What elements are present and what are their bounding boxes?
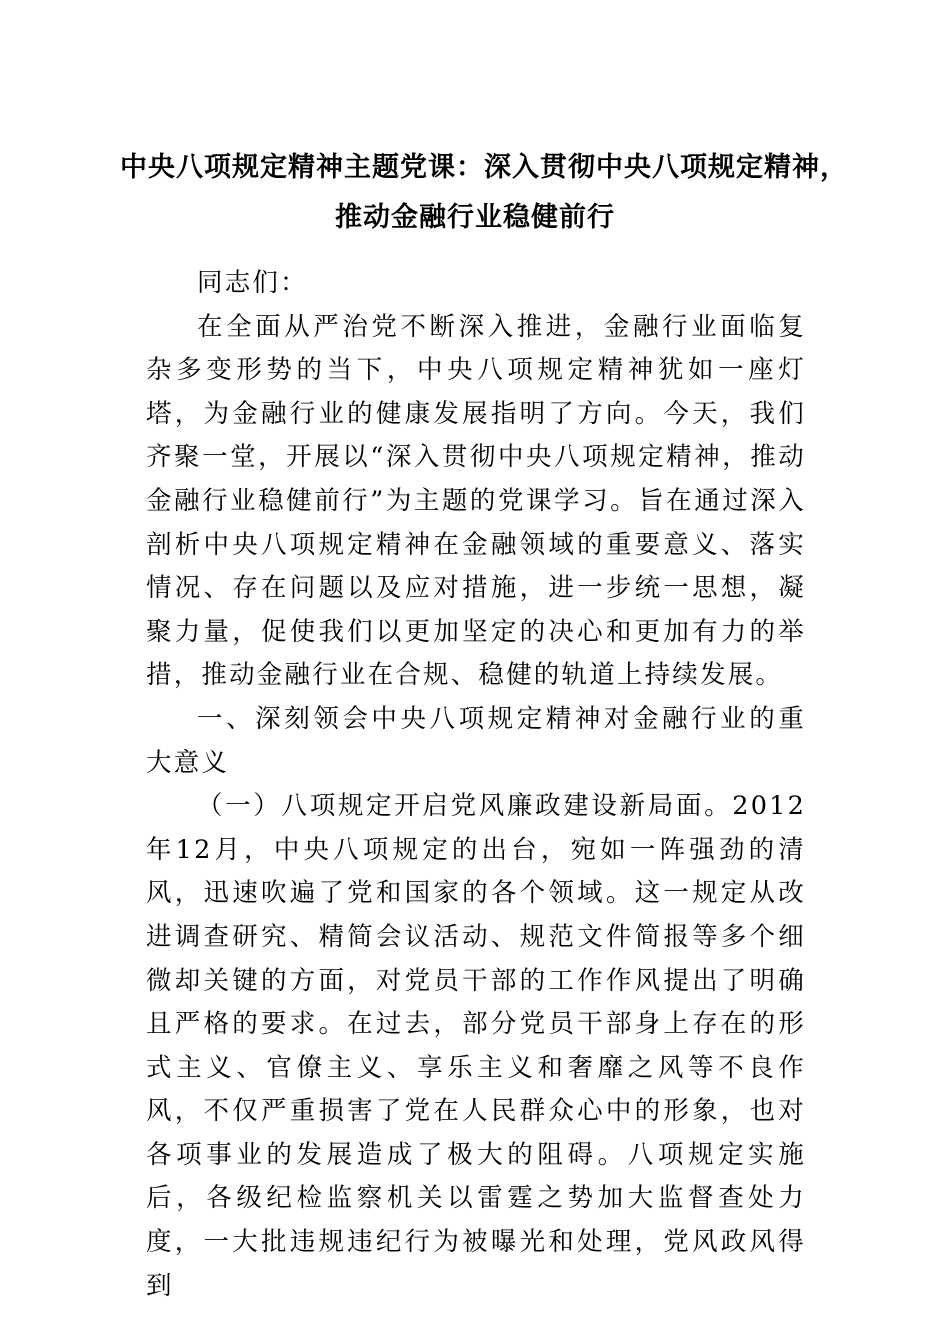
document-body xyxy=(146,262,806,1308)
paragraph-section-1-1: （一）八项规定开启党风廉政建设新局面。2012年12月，中央八项规定的出台，宛如一阵强劲的清风，迅速吹遍了党和国家的各个领域。这一规定从改进调查研究、精简会议活动、规范文件简报等多个细微却关键的方面，对党员干部的工作作风提出了明确且严格的要求。在过去，部分党员干部身上存在的形式主义、官僚主义、享乐主义和奢靡之风等不良作风，不仅严重损害了党在人民群众心中的形象，也对各项事业的发展造成了极大的阻碍。八项规定实施后，各级纪检监察机关以雷霆之势加大监督查处力度，一大批违规违纪行为被曝光和处理，党风政风得到 xyxy=(146,791,806,1301)
document-title xyxy=(120,143,848,243)
paragraph-intro: 在全面从严治党不断深入推进，金融行业面临复杂多变形势的当下，中央八项规定精神犹如一座灯塔，为金融行业的健康发展指明了方向。今天，我们齐聚一堂，开展以“深入贯彻中央八项规定精神，推动金融行业稳健前行”为主题的党课学习。旨在通过深入剖析中央八项规定精神在金融领域的重要意义、落实情况、存在问题以及应对措施，进一步统一思想，凝聚力量，促使我们以更加坚定的决心和更加有力的举措，推动金融行业在合规、稳健的轨道上持续发展。 xyxy=(146,311,806,691)
salutation: 同志们： xyxy=(197,268,308,298)
title-line-2: 推动金融行业稳健前行 xyxy=(335,202,615,233)
title-line-1: 中央八项规定精神主题党课：深入贯彻中央八项规定精神， xyxy=(120,152,848,183)
section-heading-1: 一、深刻领会中央八项规定精神对金融行业的重大意义 xyxy=(146,703,806,778)
